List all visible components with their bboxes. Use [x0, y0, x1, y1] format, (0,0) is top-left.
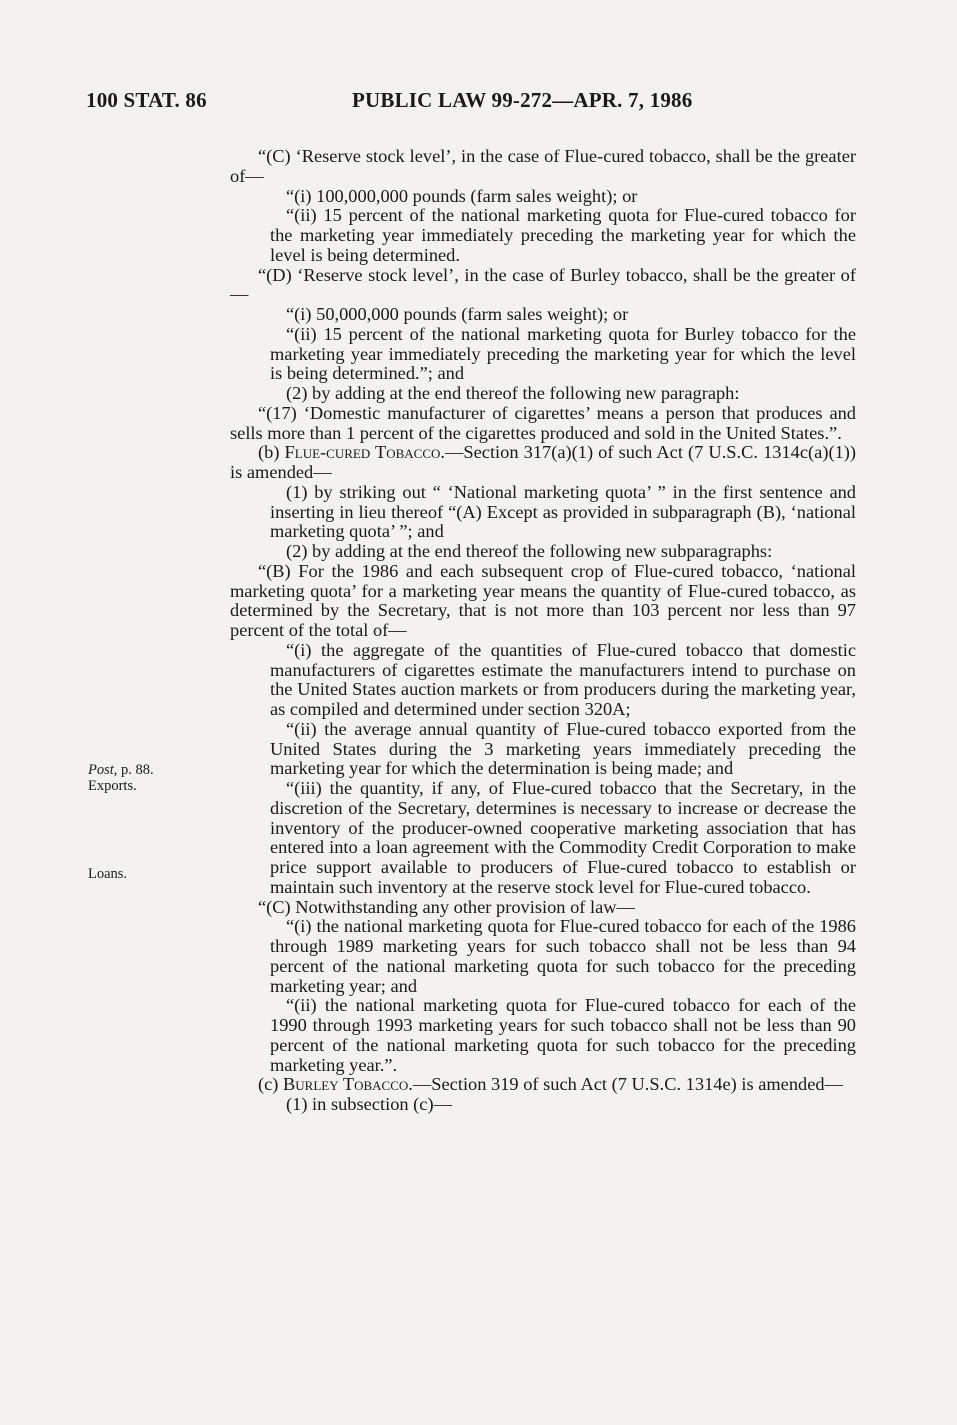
margin-note-post-page: p. 88.: [117, 762, 154, 778]
margin-note-post-italic: Post,: [88, 762, 118, 778]
paragraph: (1) in subsection (c)—: [286, 1094, 452, 1114]
margin-note-post-reference: [88, 762, 154, 778]
paragraph: “(ii) the national marketing quota for Flue-cured tobacco for each of the 1990 through 1993 marketing years for such tobacco shall not be less than 90 percent of the national marketing quota for such tobacco for the preceding marketing year.”.: [270, 995, 856, 1075]
section-b-heading: Flue-cured Tobacco: [284, 442, 441, 463]
section-b-prefix: (b): [258, 442, 285, 463]
paragraph: “(17) ‘Domestic manufacturer of cigarettes’ means a person that produces and sells more than 1 percent of the cigarettes produced and sold in the United States.”.: [230, 402, 856, 443]
section-b-text: .—Section 317(a)(1) of such Act (7 U.S.C. 1314c(a)(1)) is amended—: [230, 442, 857, 482]
margin-note-exports: Exports.: [88, 778, 137, 794]
paragraph: “(i) the aggregate of the quantities of Flue-cured tobacco that domestic manufacturers of cigarettes estimate the manufacturers intend to purchase on the United States auction markets or from producers during the marketing year, as compiled and determined under section 320A;: [270, 639, 856, 719]
paragraph: “(iii) the quantity, if any, of Flue-cured tobacco that the Secretary, in the discretion of the Secretary, determines is necessary to increase or decrease the inventory of the producer-owned cooperative marketing association that has entered into a loan agreement with the Commodity Credit Corporation to make price support available to producers of Flue-cured tobacco to establish or maintain such inventory at the reserve stock level for Flue-cured tobacco.: [270, 778, 856, 897]
paragraph: (1) by striking out “ ‘National marketing quota’ ” in the first sentence and inserting in lieu thereof “(A) Except as provided in subparagraph (B), ‘national marketing quota’ ”; and: [270, 481, 856, 542]
section-c-prefix: (c): [258, 1074, 284, 1095]
statute-body: [230, 147, 856, 1115]
paragraph: “(ii) 15 percent of the national marketing quota for Burley tobacco for the marketing year immediately preceding the marketing year for which the level is being determined.”; and: [270, 323, 856, 384]
page-identifier: 100 STAT. 86: [86, 88, 207, 112]
paragraph: “(ii) the average annual quantity of Flue-cured tobacco exported from the United States during the 3 marketing years immediately preceding the marketing year for which the determination is being made; and: [270, 718, 856, 779]
paragraph: “(D) ‘Reserve stock level’, in the case of Burley tobacco, shall be the greater of—: [230, 264, 856, 305]
section-c-paragraph: [230, 1075, 856, 1095]
paragraph: “(i) the national marketing quota for Flue-cured tobacco for each of the 1986 through 1989 marketing years for such tobacco shall not be less than 94 percent of the national marketing quota for such tobacco for the preceding marketing year; and: [270, 916, 856, 996]
law-title: PUBLIC LAW 99-272—APR. 7, 1986: [352, 88, 693, 112]
paragraph: “(B) For the 1986 and each subsequent crop of Flue-cured tobacco, ‘national marketing quota’ for a marketing year means the quantity of Flue-cured tobacco, as determined by the Secretary, that is not more than 103 percent nor less than 97 percent of the total of—: [230, 560, 856, 640]
paragraph: “(ii) 15 percent of the national marketing quota for Flue-cured tobacco for the marketing year immediately preceding the marketing year for which the level is being determined.: [270, 205, 856, 265]
section-c-heading: Burley Tobacco: [283, 1074, 409, 1095]
section-c-text: .—Section 319 of such Act (7 U.S.C. 1314e) is amended—: [408, 1074, 843, 1095]
paragraph: “(C) ‘Reserve stock level’, in the case of Flue-cured tobacco, shall be the greater of—: [230, 146, 856, 186]
paragraph: (2) by adding at the end thereof the following new paragraph:: [286, 383, 740, 403]
margin-note-loans: Loans.: [88, 866, 128, 882]
paragraph: “(i) 100,000,000 pounds (farm sales weight); or: [286, 185, 638, 206]
paragraph: “(C) Notwithstanding any other provision of law—: [258, 896, 635, 917]
section-b-paragraph: [230, 443, 856, 483]
paragraph: (2) by adding at the end thereof the following new subparagraphs:: [286, 541, 773, 561]
paragraph: “(i) 50,000,000 pounds (farm sales weight); or: [286, 304, 629, 324]
